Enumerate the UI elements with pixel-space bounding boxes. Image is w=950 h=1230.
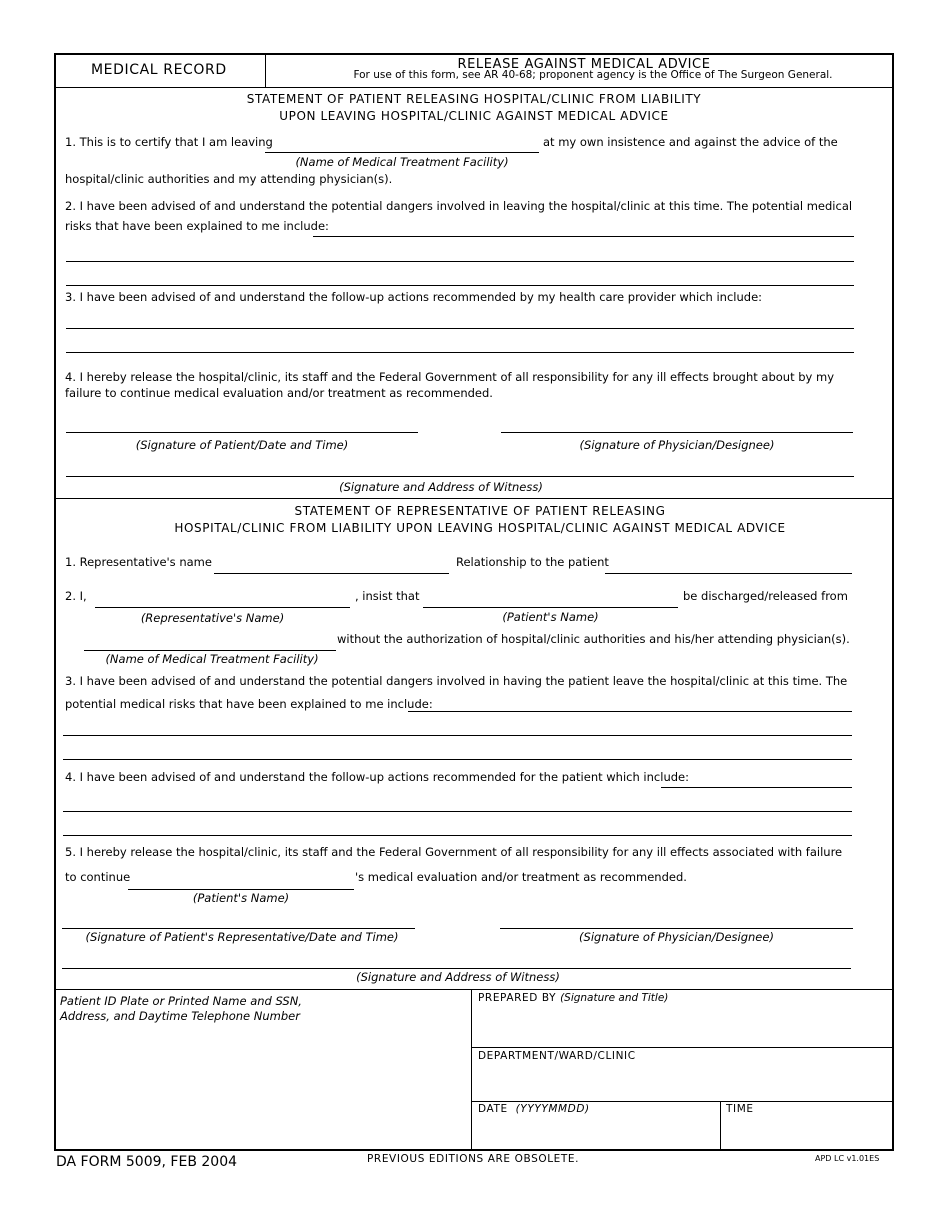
s1-followup-field-2[interactable]: [66, 352, 854, 353]
s2-item5-text-c: 's medical evaluation and/or treatment as recommended.: [355, 870, 687, 884]
s2-risks-field-1[interactable]: [408, 711, 852, 712]
s2-rep-name-field[interactable]: [95, 607, 350, 608]
version-label: APD LC v1.01ES: [815, 1154, 880, 1163]
prepared-by-label: [478, 993, 668, 1004]
s2-followup-field-2[interactable]: [63, 811, 852, 812]
s2-item2-text-b: , insist that: [355, 589, 420, 603]
s2-relationship-field[interactable]: [605, 573, 852, 574]
s1-risks-field-1[interactable]: [313, 236, 854, 237]
s2-patient-name-field[interactable]: [423, 607, 678, 608]
patient-id-label-line1: Patient ID Plate or Printed Name and SSN,: [60, 994, 302, 1008]
s2-item2-text-d: without the authorization of hospital/clinic authorities and his/her attending physician(s).: [337, 632, 850, 646]
s1-item2-text-b: risks that have been explained to me include:: [65, 219, 329, 233]
section2-heading-line2: HOSPITAL/CLINIC FROM LIABILITY UPON LEAVING HOSPITAL/CLINIC AGAINST MEDICAL ADVICE: [174, 521, 786, 535]
prepared-by-note: (Signature and Title): [560, 992, 669, 1004]
s1-patient-signature-caption: (Signature of Patient/Date and Time): [135, 438, 349, 452]
header-bottom-rule: [55, 87, 893, 88]
s2-item3-text-a: 3. I have been advised of and understand the potential dangers involved in having the patient leave the hospital/clinic at this time. The: [65, 674, 848, 688]
s1-risks-field-2[interactable]: [66, 261, 854, 262]
s2-witness-signature-field[interactable]: [62, 968, 851, 969]
department-label: DEPARTMENT/WARD/CLINIC: [478, 1050, 636, 1062]
department-field[interactable]: [473, 1066, 892, 1099]
s2-risks-field-3[interactable]: [63, 759, 852, 760]
date-text: DATE: [478, 1103, 508, 1115]
date-time-divider: [720, 1101, 721, 1150]
s2-item3-text-b: potential medical risks that have been explained to me include:: [65, 697, 433, 711]
s1-item1-text-a: 1. This is to certify that I am leaving: [65, 135, 273, 149]
prepared-by-field[interactable]: [473, 1008, 892, 1046]
s2-physician-signature-field[interactable]: [500, 928, 853, 929]
footer-box-divider: [471, 989, 472, 1150]
s2-patient-name-field-2[interactable]: [128, 889, 354, 890]
s1-witness-signature-caption: (Signature and Address of Witness): [339, 480, 543, 494]
s2-item5-text-a: 5. I hereby release the hospital/clinic, its staff and the Federal Government of all responsibility for any ill effects associated with failure: [65, 845, 843, 859]
department-bottom-rule: [471, 1101, 893, 1102]
s2-facility-field[interactable]: [84, 650, 336, 651]
s1-witness-signature-field[interactable]: [66, 476, 854, 477]
s1-physician-signature-field[interactable]: [501, 432, 853, 433]
s2-rep-signature-caption: (Signature of Patient's Representative/Date and Time): [85, 930, 399, 944]
medical-record-label: MEDICAL RECORD: [91, 62, 227, 78]
s2-rep-name-caption: (Representative's Name): [140, 611, 285, 625]
s1-followup-field-1[interactable]: [66, 328, 854, 329]
footer-box-top-rule: [55, 989, 893, 990]
s2-followup-field-1[interactable]: [661, 787, 852, 788]
s2-risks-field-2[interactable]: [63, 735, 852, 736]
section-divider: [55, 498, 893, 499]
s1-facility-field[interactable]: [265, 152, 539, 153]
s2-patient-name-caption: (Patient's Name): [502, 610, 599, 624]
date-field[interactable]: [473, 1118, 718, 1148]
s1-risks-field-3[interactable]: [66, 285, 854, 286]
s2-item1-text-b: Relationship to the patient: [456, 555, 609, 569]
section1-heading-line1: STATEMENT OF PATIENT RELEASING HOSPITAL/CLINIC FROM LIABILITY: [246, 92, 702, 106]
s2-witness-signature-caption: (Signature and Address of Witness): [356, 970, 560, 984]
s1-item2-text-a: 2. I have been advised of and understand the potential dangers involved in leaving the hospital/clinic at this time. The potential medical: [65, 199, 853, 213]
s2-rep-signature-field[interactable]: [62, 928, 415, 929]
time-field[interactable]: [722, 1118, 892, 1148]
time-label: TIME: [726, 1103, 754, 1115]
s2-item1-text-a: 1. Representative's name: [65, 555, 212, 569]
s2-representative-name-field[interactable]: [214, 573, 449, 574]
s1-physician-signature-caption: (Signature of Physician/Designee): [579, 438, 775, 452]
s1-patient-signature-field[interactable]: [66, 432, 418, 433]
prepared-by-text: PREPARED BY: [478, 992, 557, 1004]
s2-facility-caption: (Name of Medical Treatment Facility): [105, 652, 319, 666]
s2-item5-text-b: to continue: [65, 870, 131, 884]
s1-facility-caption: (Name of Medical Treatment Facility): [295, 155, 509, 169]
prepared-by-bottom-rule: [471, 1047, 893, 1048]
s2-physician-signature-caption: (Signature of Physician/Designee): [579, 930, 774, 944]
s1-item4-text-b: failure to continue medical evaluation and/or treatment as recommended.: [65, 386, 493, 400]
s2-item2-text-c: be discharged/released from: [683, 589, 848, 603]
s2-patient-name-caption-2: (Patient's Name): [192, 891, 290, 905]
s1-item4-text-a: 4. I hereby release the hospital/clinic, its staff and the Federal Government of all responsibility for any ill effects brought about by my: [65, 370, 835, 384]
patient-id-area[interactable]: [56, 1030, 470, 1148]
obsolete-notice: PREVIOUS EDITIONS ARE OBSOLETE.: [367, 1153, 580, 1165]
s1-item1-text-c: hospital/clinic authorities and my attending physician(s).: [65, 172, 393, 186]
section1-heading-line2: UPON LEAVING HOSPITAL/CLINIC AGAINST MEDICAL ADVICE: [279, 109, 669, 123]
s2-item2-text-a: 2. I,: [65, 589, 87, 603]
form-number: DA FORM 5009, FEB 2004: [56, 1154, 238, 1170]
s2-item4-text: 4. I have been advised of and understand the follow-up actions recommended for the patient which include:: [65, 770, 689, 784]
date-label: [478, 1104, 590, 1115]
section2-heading-line1: STATEMENT OF REPRESENTATIVE OF PATIENT RELEASING: [294, 504, 666, 518]
date-format-note: (YYYYMMDD): [515, 1103, 590, 1115]
patient-id-label-line2: Address, and Daytime Telephone Number: [60, 1009, 300, 1023]
s1-item1-text-b: at my own insistence and against the advice of the: [543, 135, 838, 149]
s1-item3-text: 3. I have been advised of and understand the follow-up actions recommended by my health care provider which include:: [65, 290, 763, 304]
form-title: RELEASE AGAINST MEDICAL ADVICE: [457, 57, 711, 72]
s2-followup-field-3[interactable]: [63, 835, 852, 836]
form-subtitle: For use of this form, see AR 40-68; proponent agency is the Office of The Surgeon General.: [353, 69, 833, 81]
